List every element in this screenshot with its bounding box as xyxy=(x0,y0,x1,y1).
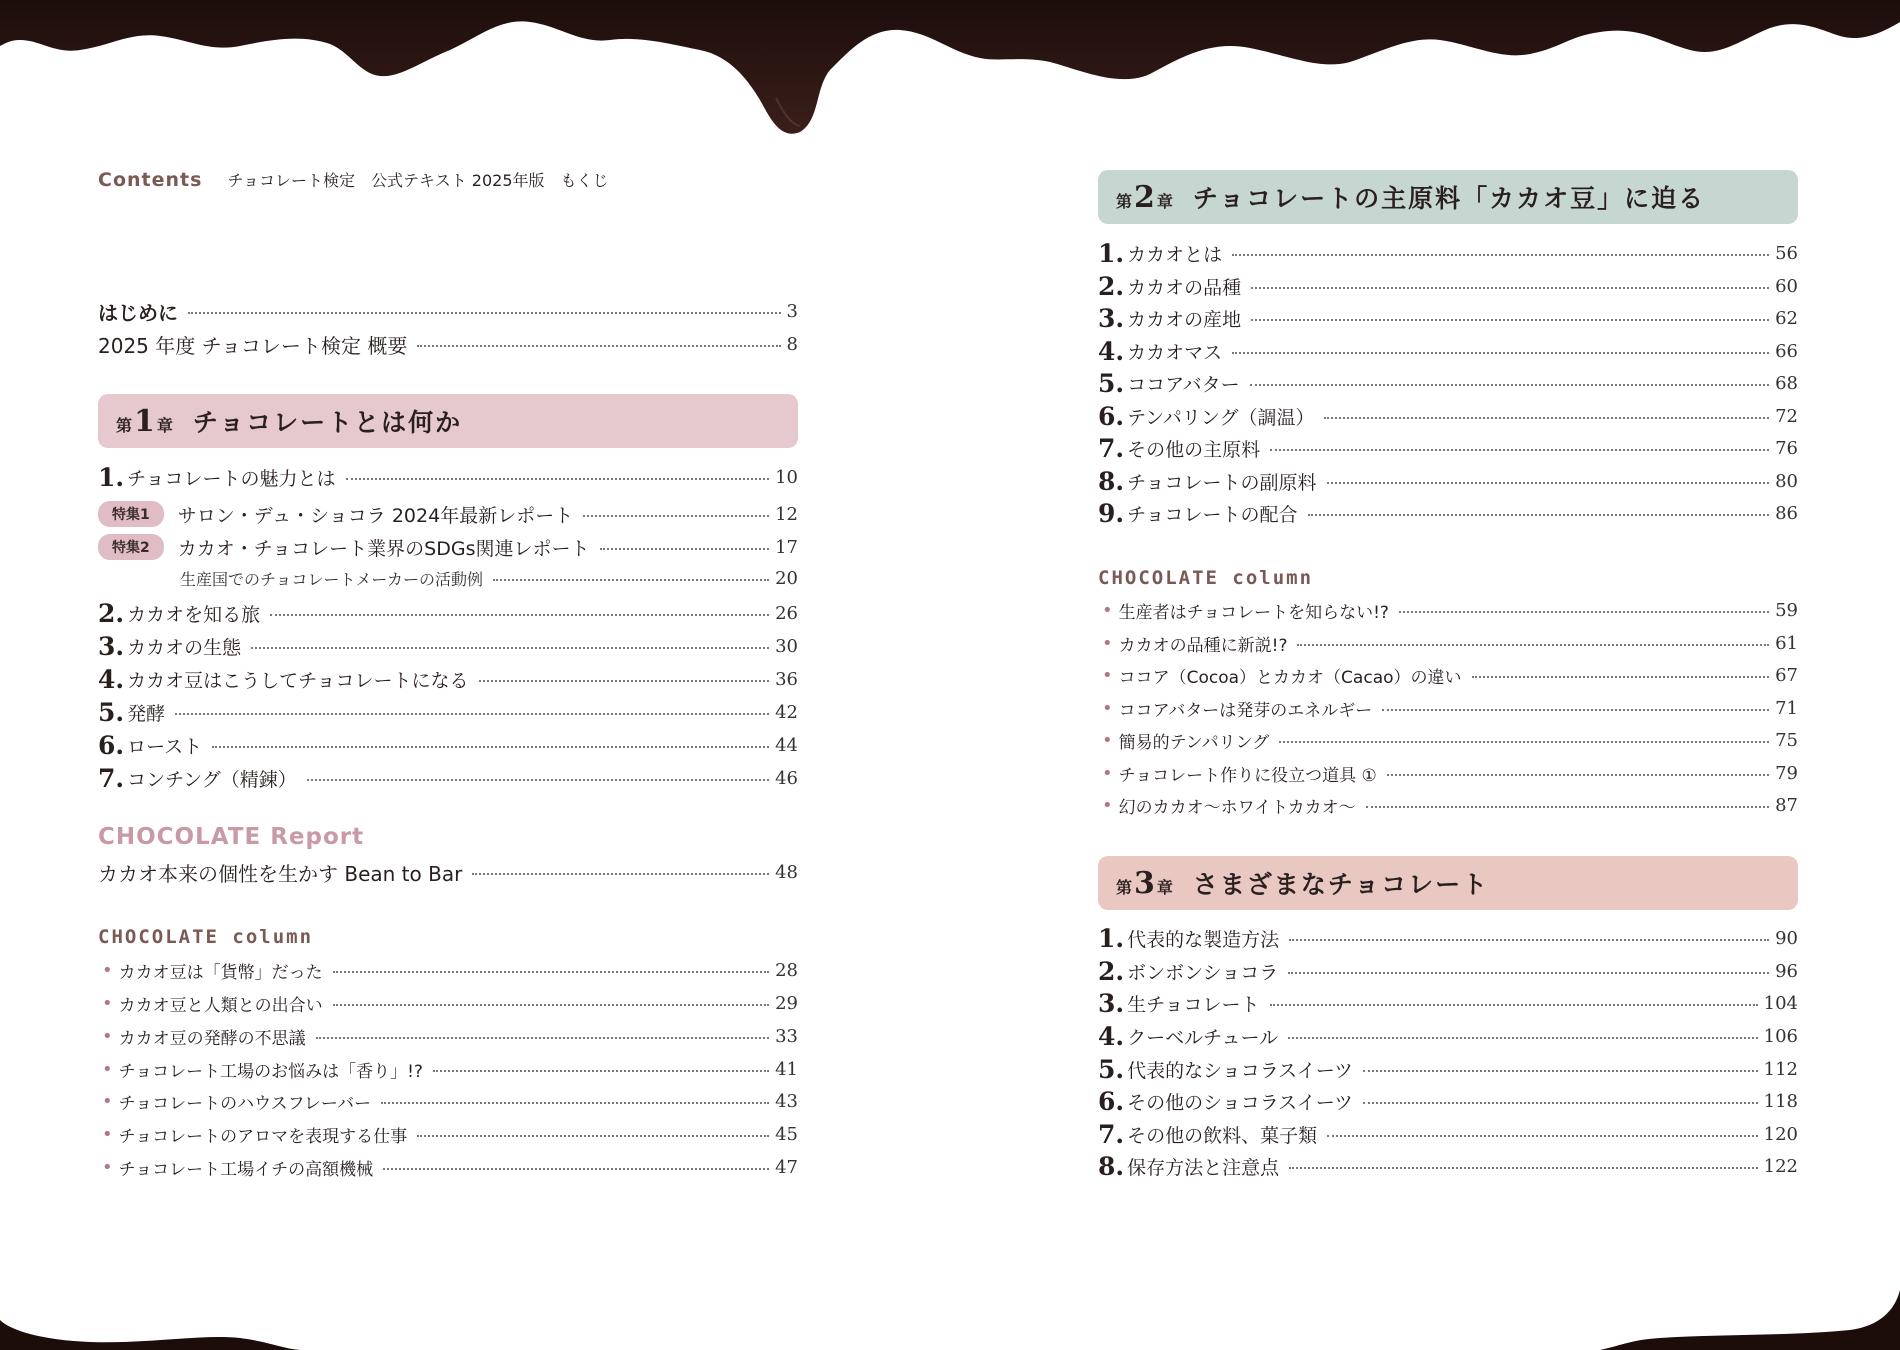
toc-entry[interactable] xyxy=(1098,498,1798,528)
toc-entry-label: 代表的な製造方法 xyxy=(1127,928,1280,951)
toc-entry-number: 7. xyxy=(98,763,125,793)
chapter-number xyxy=(116,404,173,439)
toc-entry[interactable] xyxy=(98,697,798,727)
leader-dots xyxy=(1251,287,1769,289)
toc-entry-label: カカオ豆と人類との出合い xyxy=(118,995,323,1016)
toc-entry-page: 46 xyxy=(775,767,798,789)
contents-header xyxy=(98,168,609,191)
leader-dots xyxy=(270,614,769,616)
chocolate-drip-top xyxy=(0,0,1900,140)
toc-entry-page: 26 xyxy=(775,602,798,624)
toc-entry-number: 3. xyxy=(1098,988,1125,1018)
toc-entry-page: 28 xyxy=(775,959,798,981)
toc-entry-number: 2. xyxy=(1098,271,1125,301)
leader-dots xyxy=(1288,1037,1757,1039)
report-heading: CHOCOLATE Report xyxy=(98,824,365,850)
leader-dots xyxy=(381,1102,769,1104)
bullet-icon: • xyxy=(1102,632,1113,654)
leader-dots xyxy=(583,515,769,517)
leader-dots xyxy=(479,680,770,682)
toc-entry-column[interactable] xyxy=(98,1152,798,1182)
toc-entry-label: チョコレート作りに役立つ道具 ① xyxy=(1118,765,1377,786)
toc-entry-column[interactable] xyxy=(1098,660,1798,690)
toc-entry[interactable] xyxy=(1098,923,1798,953)
toc-entry-label: 簡易的テンパリング xyxy=(1118,732,1270,753)
toc-entry-number: 4. xyxy=(98,664,125,694)
leader-dots xyxy=(333,1004,769,1006)
column-heading: CHOCOLATE column xyxy=(98,926,314,948)
leader-dots xyxy=(175,713,769,715)
toc-entry[interactable] xyxy=(1098,1086,1798,1116)
toc-entry-number: 5. xyxy=(1098,1054,1125,1084)
toc-entry[interactable] xyxy=(1098,1151,1798,1181)
toc-entry-label: サロン・デュ・ショコラ 2024年最新レポート xyxy=(177,504,574,527)
toc-entry-column[interactable] xyxy=(1098,725,1798,755)
toc-entry-label: その他の飲料、菓子類 xyxy=(1127,1124,1318,1147)
toc-entry-page: 87 xyxy=(1775,794,1798,816)
toc-entry-label: クーベルチュール xyxy=(1127,1026,1279,1049)
toc-entry-page: 17 xyxy=(775,536,798,558)
toc-entry[interactable] xyxy=(1098,336,1798,366)
toc-entry-page: 61 xyxy=(1775,632,1798,654)
chapter-number xyxy=(1116,180,1173,215)
toc-entry-label: カカオを知る旅 xyxy=(127,603,261,626)
toc-entry-page: 86 xyxy=(1775,502,1798,524)
toc-entry[interactable] xyxy=(1098,433,1798,463)
toc-entry[interactable] xyxy=(1098,1054,1798,1084)
toc-entry-number: 3. xyxy=(98,631,125,661)
toc-entry-label: カカオの品種に新説!? xyxy=(1118,635,1288,656)
chocolate-drip-bottom xyxy=(0,1290,1900,1350)
chapter-title: チョコレートの主原料「カカオ豆」に迫る xyxy=(1192,184,1706,213)
toc-entry-number: 2. xyxy=(98,598,125,628)
toc-entry-label: 代表的なショコラスイーツ xyxy=(1127,1059,1354,1082)
toc-entry-label: 保存方法と注意点 xyxy=(1127,1156,1280,1179)
toc-entry-number: 6. xyxy=(1098,1086,1125,1116)
chapter-suffix: 章 xyxy=(156,415,173,435)
leader-dots xyxy=(1382,709,1769,711)
toc-entry-number: 5. xyxy=(1098,368,1125,398)
leader-dots xyxy=(1297,644,1769,646)
toc-entry-label: その他の主原料 xyxy=(1127,438,1261,461)
toc-entry-page: 43 xyxy=(775,1090,798,1112)
toc-entry-label: カカオとは xyxy=(1127,243,1223,266)
toc-entry-overview[interactable] xyxy=(98,329,798,359)
bullet-icon: • xyxy=(1102,729,1113,751)
toc-entry-page: 67 xyxy=(1775,664,1798,686)
toc-entry[interactable] xyxy=(1098,271,1798,301)
toc-entry[interactable] xyxy=(1098,368,1798,398)
leader-dots xyxy=(188,312,781,314)
toc-entry[interactable] xyxy=(98,763,798,793)
toc-entry-label: カカオ本来の個性を生かす Bean to Bar xyxy=(98,861,463,886)
toc-entry-label: チョコレートの副原料 xyxy=(1127,471,1317,494)
leader-dots xyxy=(1232,352,1769,354)
leader-dots xyxy=(251,647,769,649)
toc-entry-label: ココアバター xyxy=(1127,373,1240,396)
toc-entry[interactable] xyxy=(98,598,798,628)
toc-entry-page: 20 xyxy=(775,567,798,589)
toc-entry-column[interactable] xyxy=(98,1021,798,1051)
bullet-icon: • xyxy=(102,959,113,981)
toc-entry-label: 生チョコレート xyxy=(1127,993,1260,1016)
leader-dots xyxy=(433,1070,769,1072)
leader-dots xyxy=(1289,939,1769,941)
leader-dots xyxy=(1270,449,1769,451)
chapter-digit: 3 xyxy=(1134,865,1155,901)
toc-entry[interactable] xyxy=(1098,988,1798,1018)
toc-entry-page: 41 xyxy=(775,1058,798,1080)
toc-entry-page: 122 xyxy=(1763,1155,1798,1177)
leader-dots xyxy=(1324,417,1769,419)
toc-entry[interactable] xyxy=(1098,401,1798,431)
toc-entry-label: カカオマス xyxy=(1127,341,1223,364)
toc-entry-column[interactable] xyxy=(98,1119,798,1149)
toc-entry-number: 4. xyxy=(1098,1021,1125,1051)
bullet-icon: • xyxy=(1102,599,1113,621)
toc-entry-column[interactable] xyxy=(98,988,798,1018)
toc-entry[interactable] xyxy=(1098,238,1798,268)
leader-dots xyxy=(1472,676,1770,678)
leader-dots xyxy=(1288,972,1769,974)
toc-entry[interactable] xyxy=(1098,466,1798,496)
toc-entry-number: 8. xyxy=(1098,466,1125,496)
toc-entry-number: 5. xyxy=(98,697,125,727)
toc-entry-label: カカオの生態 xyxy=(127,636,242,659)
toc-entry-page: 104 xyxy=(1763,992,1798,1014)
toc-entry-page: 118 xyxy=(1763,1090,1798,1112)
toc-entry-page: 96 xyxy=(1775,960,1798,982)
toc-entry-label: ロースト xyxy=(127,735,203,758)
leader-dots xyxy=(212,746,769,748)
toc-entry-label: チョコレートのアロマを表現する仕事 xyxy=(118,1126,408,1147)
contents-label: Contents xyxy=(98,169,203,191)
toc-entry-label: チョコレート工場イチの高額機械 xyxy=(118,1159,374,1180)
bullet-icon: • xyxy=(102,1025,113,1047)
leader-dots xyxy=(383,1168,769,1170)
toc-entry-sub[interactable] xyxy=(180,563,798,593)
toc-entry-column[interactable] xyxy=(98,1054,798,1084)
toc-entry-page: 71 xyxy=(1775,697,1798,719)
toc-entry-page: 36 xyxy=(775,668,798,690)
toc-entry-label: チョコレートのハウスフレーバー xyxy=(118,1093,372,1114)
toc-entry-number: 9. xyxy=(1098,498,1125,528)
toc-entry-page: 106 xyxy=(1763,1025,1798,1047)
toc-entry-page: 29 xyxy=(775,992,798,1014)
leader-dots xyxy=(346,478,770,480)
toc-entry-page: 48 xyxy=(775,861,798,883)
toc-entry-page: 60 xyxy=(1775,275,1798,297)
toc-entry-page: 30 xyxy=(775,635,798,657)
toc-entry-number: 1. xyxy=(1098,238,1125,268)
toc-entry-page: 120 xyxy=(1763,1123,1798,1145)
toc-entry-page: 79 xyxy=(1775,762,1798,784)
toc-entry[interactable] xyxy=(1098,303,1798,333)
toc-entry[interactable] xyxy=(98,664,798,694)
toc-entry-number: 6. xyxy=(98,730,125,760)
toc-entry-intro[interactable] xyxy=(98,296,798,326)
bullet-icon: • xyxy=(1102,794,1113,816)
toc-entry-label: カカオの品種 xyxy=(1127,276,1242,299)
leader-dots xyxy=(472,873,769,875)
leader-dots xyxy=(493,579,769,581)
bullet-icon: • xyxy=(102,1090,113,1112)
toc-entry-page: 80 xyxy=(1775,470,1798,492)
leader-dots xyxy=(1279,741,1769,743)
toc-entry-page: 10 xyxy=(775,466,798,488)
feature-badge: 特集1 xyxy=(98,501,164,527)
toc-entry-page: 42 xyxy=(775,701,798,723)
toc-entry-page: 8 xyxy=(786,333,798,355)
toc-entry-page: 44 xyxy=(775,734,798,756)
column-heading: CHOCOLATE column xyxy=(1098,567,1314,589)
chapter-title: さまざまなチョコレート xyxy=(1192,870,1490,899)
toc-entry-label: 幻のカカオ〜ホワイトカカオ〜 xyxy=(1118,797,1356,818)
toc-entry-label: ココア（Cocoa）とカカオ（Cacao）の違い xyxy=(1118,667,1462,688)
leader-dots xyxy=(1250,384,1770,386)
toc-entry-number: 1. xyxy=(98,462,125,492)
bullet-icon: • xyxy=(102,1156,113,1178)
leader-dots xyxy=(1327,1135,1758,1137)
toc-entry-label: 発酵 xyxy=(127,702,166,725)
chapter-1-heading[interactable] xyxy=(98,394,798,448)
leader-dots xyxy=(1289,1167,1758,1169)
toc-entry-label: カカオ豆の発酵の不思議 xyxy=(118,1028,306,1049)
chapter-number xyxy=(1116,866,1173,901)
chapter-digit: 2 xyxy=(1134,179,1155,215)
toc-entry-page: 45 xyxy=(775,1123,798,1145)
toc-entry-label: カカオ豆はこうしてチョコレートになる xyxy=(127,669,469,692)
toc-entry-label: カカオの産地 xyxy=(1127,308,1242,331)
leader-dots xyxy=(1363,1070,1758,1072)
toc-entry-page: 56 xyxy=(1775,242,1798,264)
toc-entry-label: はじめに xyxy=(98,300,178,325)
toc-entry-number: 2. xyxy=(1098,956,1125,986)
chapter-prefix: 第 xyxy=(116,415,133,435)
feature-badge: 特集2 xyxy=(98,534,164,560)
leader-dots xyxy=(1366,806,1769,808)
toc-entry-page: 3 xyxy=(786,300,798,322)
leader-dots xyxy=(1399,611,1769,613)
toc-entry-label: チョコレート工場のお悩みは「香り」!? xyxy=(118,1061,423,1082)
toc-entry-page: 12 xyxy=(775,503,798,525)
toc-entry-label: カカオ・チョコレート業界のSDGs関連レポート xyxy=(177,537,590,560)
toc-entry[interactable] xyxy=(1098,1021,1798,1051)
chapter-prefix: 第 xyxy=(1116,191,1133,211)
chapter-digit: 1 xyxy=(134,403,155,439)
toc-entry-column[interactable] xyxy=(98,1086,798,1116)
toc-entry[interactable] xyxy=(98,730,798,760)
bullet-icon: • xyxy=(1102,664,1113,686)
bullet-icon: • xyxy=(1102,762,1113,784)
toc-entry-page: 72 xyxy=(1775,405,1798,427)
toc-entry[interactable] xyxy=(98,631,798,661)
leader-dots xyxy=(1363,1102,1758,1104)
toc-entry-column[interactable] xyxy=(1098,628,1798,658)
toc-entry-page: 47 xyxy=(775,1156,798,1178)
toc-entry-number: 8. xyxy=(1098,1151,1125,1181)
toc-entry-label: 生産国でのチョコレートメーカーの活動例 xyxy=(180,569,484,589)
leader-dots xyxy=(307,779,769,781)
toc-entry-label: テンパリング（調温） xyxy=(1127,406,1315,429)
bullet-icon: • xyxy=(1102,697,1113,719)
bullet-icon: • xyxy=(102,1058,113,1080)
leader-dots xyxy=(1387,774,1769,776)
chapter-3-heading[interactable] xyxy=(1098,856,1798,910)
toc-entry-page: 76 xyxy=(1775,437,1798,459)
toc-entry-label: 生産者はチョコレートを知らない!? xyxy=(1118,602,1389,623)
leader-dots xyxy=(417,1135,769,1137)
toc-entry-label: カカオ豆は「貨幣」だった xyxy=(118,962,323,983)
toc-entry-number: 1. xyxy=(1098,923,1125,953)
toc-entry[interactable] xyxy=(1098,956,1798,986)
chapter-suffix: 章 xyxy=(1156,877,1173,897)
toc-entry-column[interactable] xyxy=(1098,758,1798,788)
toc-entry-number: 6. xyxy=(1098,401,1125,431)
toc-entry-column[interactable] xyxy=(1098,790,1798,820)
leader-dots xyxy=(600,548,770,550)
bullet-icon: • xyxy=(102,992,113,1014)
toc-entry-number: 4. xyxy=(1098,336,1125,366)
toc-entry-column[interactable] xyxy=(98,955,798,985)
toc-entry-number: 7. xyxy=(1098,433,1125,463)
toc-entry-page: 112 xyxy=(1763,1058,1798,1080)
leader-dots xyxy=(1232,254,1769,256)
toc-entry-report[interactable] xyxy=(98,857,798,887)
toc-entry-column[interactable] xyxy=(1098,595,1798,625)
leader-dots xyxy=(417,345,780,347)
book-title: チョコレート検定 公式テキスト 2025年版 もくじ xyxy=(227,171,609,190)
leader-dots xyxy=(333,971,769,973)
toc-entry-number: 3. xyxy=(1098,303,1125,333)
leader-dots xyxy=(1270,1004,1758,1006)
toc-entry-page: 59 xyxy=(1775,599,1798,621)
toc-entry[interactable] xyxy=(98,462,798,492)
toc-entry-label: ボンボンショコラ xyxy=(1127,961,1279,984)
chapter-title: チョコレートとは何か xyxy=(192,408,463,437)
toc-entry-page: 66 xyxy=(1775,340,1798,362)
toc-entry-label: チョコレートの配合 xyxy=(1127,503,1298,526)
toc-entry-page: 75 xyxy=(1775,729,1798,751)
toc-entry-number: 7. xyxy=(1098,1119,1125,1149)
toc-entry-page: 62 xyxy=(1775,307,1798,329)
toc-entry-label: 2025 年度 チョコレート検定 概要 xyxy=(98,333,408,358)
leader-dots xyxy=(1327,482,1770,484)
chapter-2-heading[interactable] xyxy=(1098,170,1798,224)
toc-entry-page: 90 xyxy=(1775,927,1798,949)
toc-entry[interactable] xyxy=(1098,1119,1798,1149)
leader-dots xyxy=(1308,514,1770,516)
toc-entry-column[interactable] xyxy=(1098,693,1798,723)
toc-entry-label: チョコレートの魅力とは xyxy=(127,467,336,490)
toc-entry-page: 33 xyxy=(775,1025,798,1047)
toc-entry-label: コンチング（精錬） xyxy=(127,768,297,791)
toc-entry-label: その他のショコラスイーツ xyxy=(1127,1091,1354,1114)
chapter-suffix: 章 xyxy=(1156,191,1173,211)
chapter-prefix: 第 xyxy=(1116,877,1133,897)
toc-entry-label: ココアバターは発芽のエネルギー xyxy=(1118,700,1373,721)
leader-dots xyxy=(316,1037,769,1039)
toc-entry-page: 68 xyxy=(1775,372,1798,394)
toc-entry-feature[interactable] xyxy=(98,499,798,529)
leader-dots xyxy=(1251,319,1769,321)
bullet-icon: • xyxy=(102,1123,113,1145)
toc-entry-feature[interactable] xyxy=(98,532,798,562)
